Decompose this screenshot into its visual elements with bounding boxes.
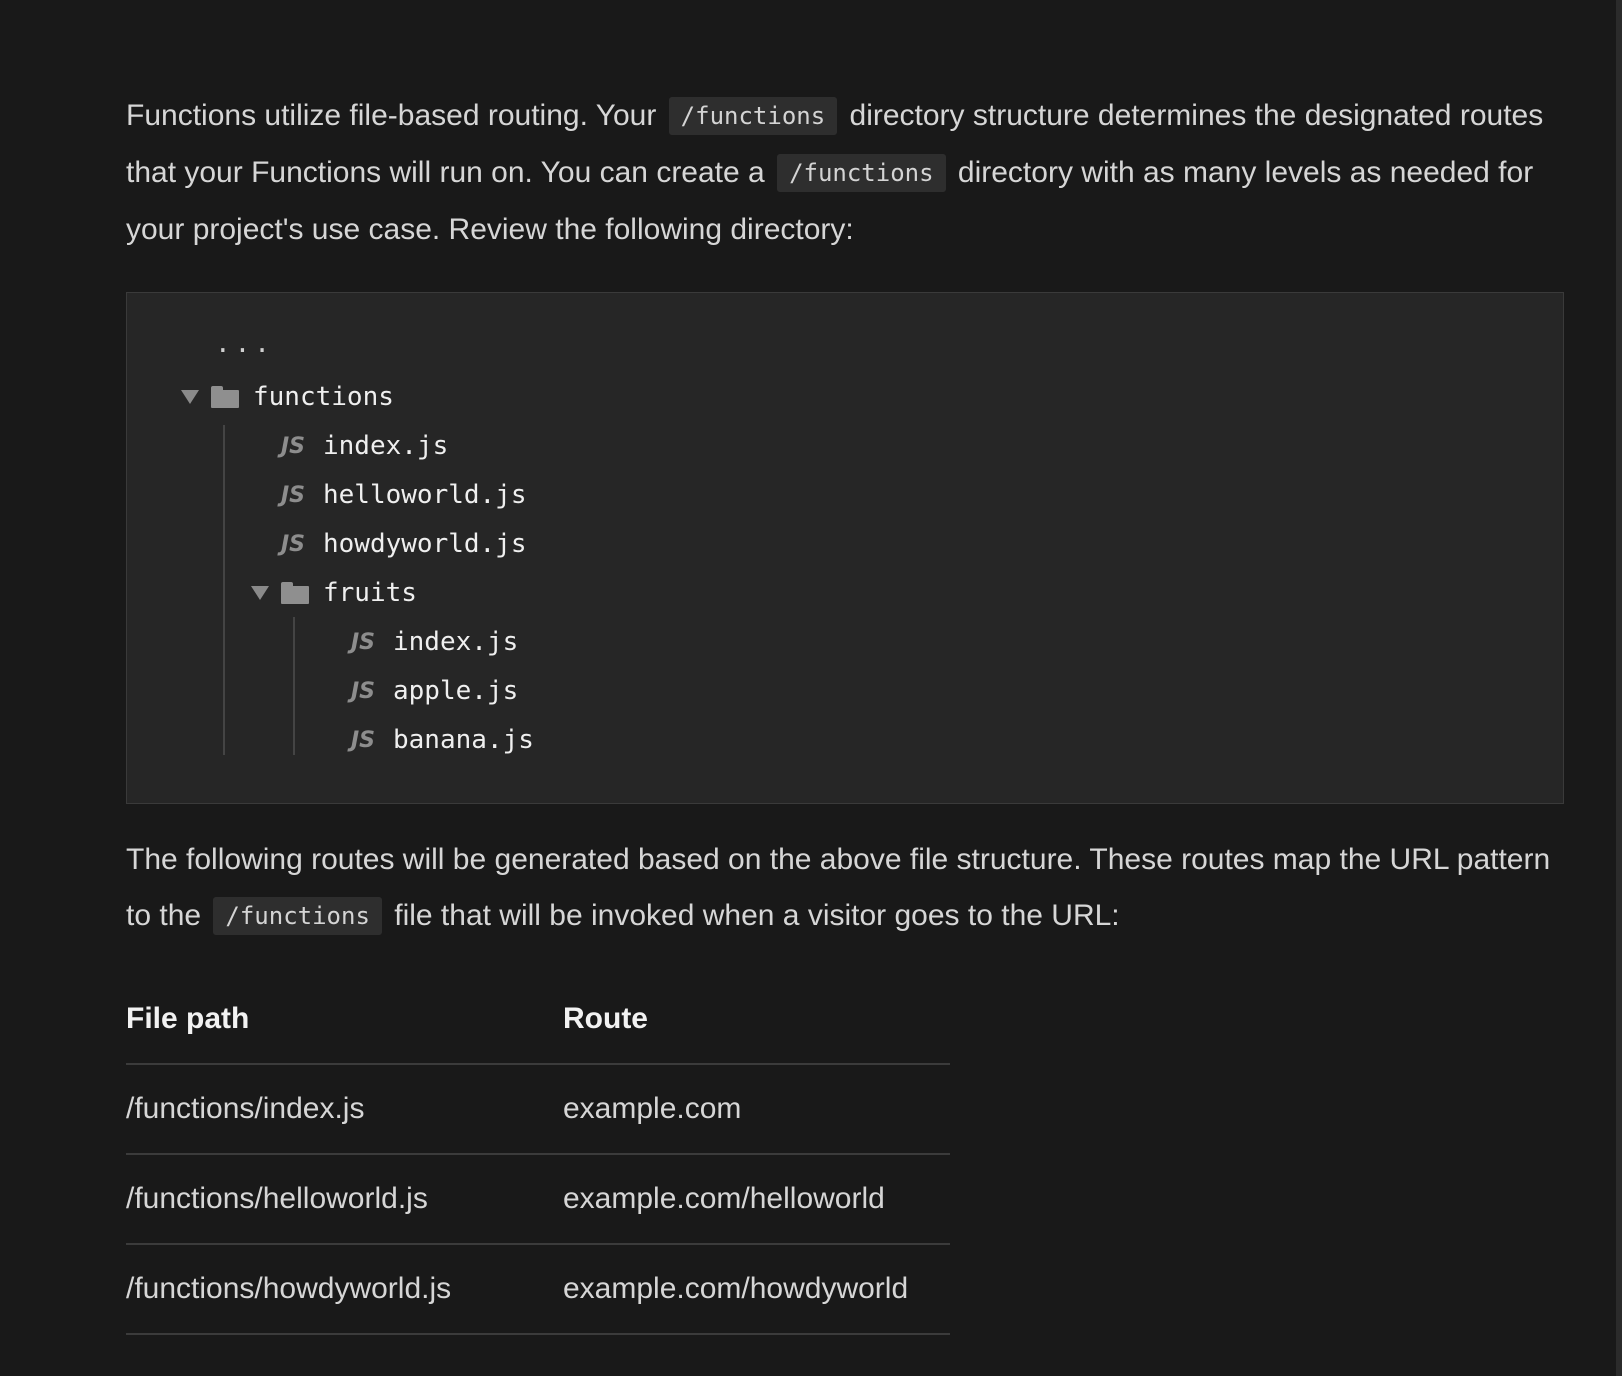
folder-icon	[211, 386, 239, 408]
js-file-icon: JS	[351, 727, 376, 753]
cell-file-path: /functions/helloworld.js	[126, 1154, 563, 1244]
js-file-icon: JS	[351, 629, 376, 655]
doc-content	[126, 88, 1566, 1335]
column-header-route: Route	[563, 975, 950, 1064]
intro-text-2: directory structure determines the designated routes that your Functions will run on. You can create a	[126, 99, 1544, 189]
intro-paragraph	[126, 88, 1566, 258]
js-file-icon: JS	[351, 678, 376, 704]
tree-file[interactable]	[351, 718, 534, 762]
table-header-row	[126, 975, 950, 1064]
routes-paragraph	[126, 832, 1566, 945]
file-label: index.js	[323, 431, 449, 461]
table-row	[126, 1154, 950, 1244]
intro-text-1: Functions utilize file-based routing. Your	[126, 99, 657, 132]
routes-table	[126, 975, 950, 1335]
tree-guide-line	[223, 425, 225, 755]
directory-tree	[126, 292, 1564, 804]
tree-ellipsis: ...	[215, 329, 274, 359]
tree-folder-fruits[interactable]	[251, 571, 417, 615]
file-label: banana.js	[393, 725, 534, 755]
cell-route: example.com/helloworld	[563, 1154, 950, 1244]
file-label: apple.js	[393, 676, 519, 706]
caret-down-icon[interactable]	[181, 390, 199, 404]
folder-label: fruits	[323, 578, 417, 608]
routes-text-1: The following routes will be generated based on the above file structure. These routes map the URL pattern to the	[126, 843, 1551, 932]
tree-file[interactable]	[351, 620, 518, 664]
inline-code-functions: /functions	[777, 154, 946, 192]
file-label: index.js	[393, 627, 519, 657]
inline-code-functions: /functions	[669, 97, 838, 135]
folder-label: functions	[253, 382, 394, 412]
cell-file-path: /functions/howdyworld.js	[126, 1244, 563, 1334]
inline-code-functions: /functions	[213, 897, 382, 935]
column-header-file-path: File path	[126, 975, 563, 1064]
file-label: helloworld.js	[323, 480, 527, 510]
js-file-icon: JS	[281, 482, 306, 508]
cell-file-path: /functions/index.js	[126, 1064, 563, 1154]
cell-route: example.com/howdyworld	[563, 1244, 950, 1334]
tree-file[interactable]	[281, 522, 527, 566]
scrollbar-track[interactable]	[1616, 0, 1622, 1376]
caret-down-icon[interactable]	[251, 586, 269, 600]
tree-guide-line	[293, 617, 295, 755]
tree-file[interactable]	[281, 473, 527, 517]
intro-text-3: directory with as many levels as needed for your project's use case. Review the following directory:	[126, 156, 1534, 246]
routes-text-2: file that will be invoked when a visitor goes to the URL:	[394, 899, 1120, 932]
file-label: howdyworld.js	[323, 529, 527, 559]
js-file-icon: JS	[281, 531, 306, 557]
js-file-icon: JS	[281, 433, 306, 459]
cell-route: example.com	[563, 1064, 950, 1154]
table-row	[126, 1064, 950, 1154]
folder-icon	[281, 582, 309, 604]
table-row	[126, 1244, 950, 1334]
tree-file[interactable]	[281, 424, 448, 468]
tree-file[interactable]	[351, 669, 518, 713]
tree-folder-functions[interactable]	[181, 375, 394, 419]
